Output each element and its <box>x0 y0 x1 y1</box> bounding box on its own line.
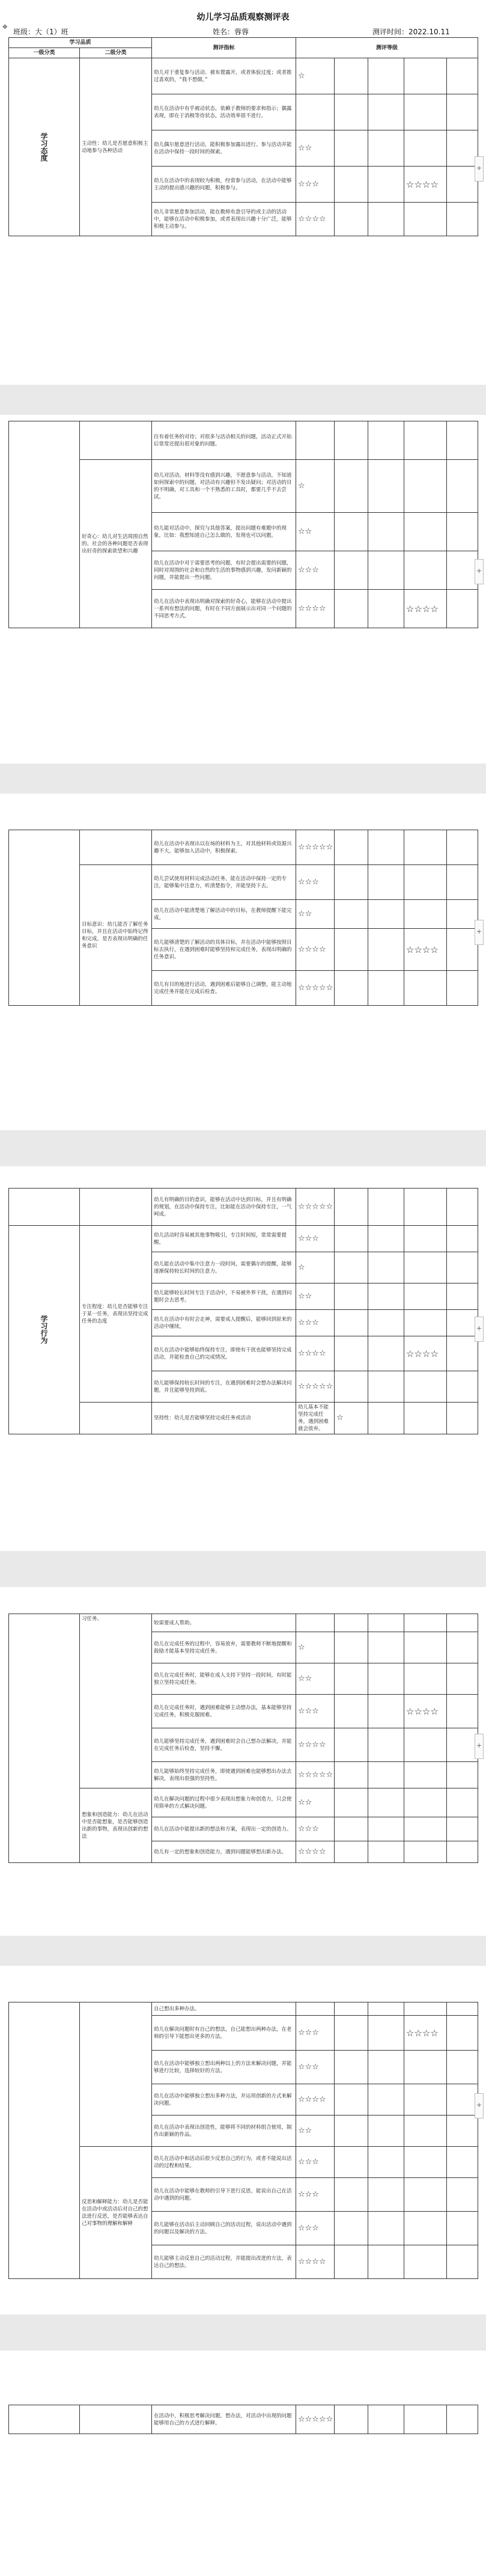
indicator-cell: 往有着任务的对待；对很多与活动相关的问题，活动正式开始后常常还提出很对象的问题。 <box>152 421 296 460</box>
indicator-cell: 幼儿能够主动反思自己的活动过程，并能提出改进的方法，表达自己的想法。 <box>152 2245 296 2279</box>
evaluation-table-page-7 <box>8 2405 478 2434</box>
indicator-cell: 幼儿有目的地进行活动，遇到困难后能够自己调整，能主动地完成任务并能在完成后检查。 <box>152 971 296 1006</box>
indicator-cell: 幼儿在完成任务时，遇到困难能够主动想办法，基本能够坚持完成任务，积极克服困难。 <box>152 1695 296 1728</box>
indicator-cell: 幼儿对于重复参与活动、被布置露开，或者体验过度；或者推过喜欢的，“我不想做。” <box>152 58 296 94</box>
add-row-button[interactable]: + <box>475 1317 484 1342</box>
indicator-cell: 幼儿在活动中能够独立想出两种以上的方法来解决问题，并能够进行比较，选择较好的方法。 <box>152 2051 296 2084</box>
indicator-cell: 幼儿在活动中有乎被动状态，依赖于教师的要求和指示；偶露表现，即在于消极等待状态，活动效率很不进行。 <box>152 94 296 130</box>
star-rating: ☆ <box>296 58 335 94</box>
section-attitude: 学 习 态 度 <box>9 58 80 236</box>
indicator-cell: 幼儿在活动中表现出明确对探索的好奇心，能够在活动中提出一系列有想法的问题，有时在不同方面展示出对同一个问题的不同思考方式。 <box>152 590 296 628</box>
star-rating: ☆☆☆ <box>296 1226 335 1252</box>
star-rating: ☆☆☆ <box>296 1310 335 1336</box>
indicator-cell: 幼儿在完成任务时，能够在成人支持下坚持一段时间，有时能独立坚持完成任务。 <box>152 1663 296 1695</box>
star-rating: ☆☆ <box>296 2116 335 2147</box>
star-rating: ☆☆☆☆ <box>296 2084 335 2116</box>
indicator-cell: 幼儿能够清楚的了解活动的具体目标，并在活动中能够按照目标去执行，在遇到困难时能够坚持和完成任务，表现出明确的任务意识。 <box>152 929 296 971</box>
evaluation-table-page-2 <box>8 421 478 628</box>
indicator-cell: 较需要成人帮助。 <box>152 1614 296 1632</box>
document-page-1 <box>0 0 486 385</box>
star-rating: ☆ <box>296 460 335 513</box>
indicator-cell: 幼儿能够保持较长时间的专注，在遇到困难时会想办法解决问题，并且能够坚持到底。 <box>152 1371 296 1403</box>
star-rating: ☆☆☆☆ <box>296 1841 335 1863</box>
star-rating: ☆ <box>296 1252 335 1283</box>
document-page-7 <box>0 2351 486 2576</box>
evaluation-table-page-4 <box>8 1188 478 1434</box>
indicator-cell: 幼儿在活动中表现出以在场的材料为主，对其他材料或资源兴趣不大，能够加入活动中，积极探索。 <box>152 830 296 865</box>
indicator-cell: 幼儿在活动中能清楚地了解活动中的目标，在教师提醒下能完成。 <box>152 900 296 929</box>
indicator-cell: 幼儿在解决问题时有自己的想法，自己能想出两种办法，在老师的引导下能想出更多的方法。 <box>152 2016 296 2051</box>
second-level-cell: 好奇心：幼儿对生活周围自然的、社会的各种问题是否表现出好奇的探索欲望和兴趣 <box>80 460 152 628</box>
header-first-level: 一级分类 <box>9 48 80 58</box>
move-icon[interactable]: ✥ <box>2 24 8 31</box>
indicator-cell: 幼儿能在活动中集中注意力一段时间，需要偶尔的提醒，能够逐渐保持较长时间的注意力。 <box>152 1252 296 1283</box>
indicator-cell: 自己想出多种办法。 <box>152 2002 296 2016</box>
star-rating: ☆☆☆☆☆ <box>296 1371 335 1403</box>
add-row-button[interactable]: + <box>475 2093 484 2119</box>
star-rating: ☆☆☆☆☆ <box>296 1189 335 1226</box>
star-rating: ☆☆☆☆ <box>296 929 335 971</box>
star-rating: ☆☆ <box>296 130 335 167</box>
add-row-button[interactable]: + <box>475 1734 484 1759</box>
star-rating: ☆☆☆☆ <box>296 203 335 236</box>
indicator-cell: 幼儿能对活动中，探究与其他答案，提出问题有难题中的现象，比如：我想知道自己怎么做的，发现也可以问题。 <box>152 513 296 551</box>
star-rating: ☆☆☆ <box>296 2016 335 2051</box>
star-rating: ☆☆☆ <box>296 2051 335 2084</box>
second-level-cell: 主动性：幼儿是否愿意积极主动地参与各种活动 <box>80 58 152 236</box>
indicator-cell: 幼儿在活动中能够在教师的引导下进行反思，能说出自己在活动中遇到的问题。 <box>152 2178 296 2212</box>
indicator-cell: 幼儿基本不能坚持完成任务，遇到困难就会放弃。 <box>296 1403 335 1434</box>
star-rating-teacher: ☆☆☆☆ <box>404 167 447 203</box>
star-rating: ☆ <box>335 1403 368 1434</box>
star-rating-teacher: ☆☆☆☆ <box>404 1695 447 1728</box>
document-page-5 <box>0 1587 486 1936</box>
name-label: 姓名：蓉蓉 <box>213 28 249 36</box>
indicator-cell: 幼儿在活动中能够始终保持专注，即使有干扰也能够坚持完成活动，并能检查自己的完成情况。 <box>152 1336 296 1371</box>
second-level-cell: 想象和创造能力：幼儿在活动中是否能想象，是否能够创造出新的事物，表现出创新的想法 <box>80 1788 152 1863</box>
star-rating: ☆☆☆ <box>296 167 335 203</box>
star-rating: ☆☆☆ <box>296 2212 335 2245</box>
star-rating: ☆☆☆ <box>296 2178 335 2212</box>
evaluation-table-page-6 <box>8 2002 478 2279</box>
star-rating: ☆☆☆☆☆ <box>296 1762 335 1788</box>
star-rating-teacher: ☆☆☆☆ <box>404 1336 447 1371</box>
second-level-cell: 坚持性：幼儿是否能够坚持完成任务或活动 <box>152 1403 296 1434</box>
star-rating: ☆☆ <box>296 513 335 551</box>
star-rating: ☆☆☆☆ <box>296 590 335 628</box>
second-level-cell: 习任务。 <box>80 1614 152 1788</box>
star-rating: ☆☆ <box>296 1788 335 1817</box>
indicator-cell: 幼儿在活动中有时会走神，需要成人提醒后，能够回到原来的活动中继续。 <box>152 1310 296 1336</box>
indicator-cell: 幼儿偶尔愿意进行活动，能积极参加露出进行。参与活动并能在活动中保持一段时间的探索。 <box>152 130 296 167</box>
star-rating-teacher: ☆☆☆☆ <box>404 2016 447 2051</box>
star-rating: ☆☆☆ <box>296 2147 335 2178</box>
indicator-cell: 幼儿在活动中的表现较为积极，经常参与活动，在活动中能够主动的提出感兴趣的问题，积极参与。 <box>152 167 296 203</box>
star-rating-teacher: ☆☆☆☆ <box>404 929 447 971</box>
star-rating: ☆☆☆☆☆ <box>296 971 335 1006</box>
indicator-cell: 幼儿能够较长时间专注于活动中，不易被外界干扰，在遇到问题时会去思考。 <box>152 1283 296 1310</box>
indicator-cell: 幼儿对活动，材料等没有感到兴趣，不愿意参与活动，不知道如何探索中的问题，对活动有兴趣但不发出疑问；对活动的目的不明确，对工具和一个不熟悉的工具时，都要几乎不去尝试。 <box>152 460 296 513</box>
indicator-cell: 幼儿在完成任务的过程中，容易放弃，需要教师不断地提醒和鼓励才能基本坚持完成任务。 <box>152 1632 296 1663</box>
second-level-cell: 反思和解释能力：幼儿是否能在活动中或活动后对自己的想法进行反思，是否能够表达自己对事物的理解和解释 <box>80 2147 152 2279</box>
header-second-level: 二级分类 <box>80 48 152 58</box>
star-rating: ☆☆ <box>296 900 335 929</box>
indicator-cell: 幼儿在活动中和活动后很少反思自己的行为，或者不能说出活动的过程和结果。 <box>152 2147 296 2178</box>
star-rating: ☆☆☆ <box>296 1817 335 1841</box>
indicator-cell: 幼儿能够始终坚持完成任务，即使遇到困难也能够想出办法去解决，表现出很强的坚持性。 <box>152 1762 296 1788</box>
indicator-cell: 幼儿在活动中表现出创造性，能够将不同的材料组合使用，制作出新颖的作品。 <box>152 2116 296 2147</box>
star-rating: ☆☆☆☆☆ <box>296 830 335 865</box>
add-row-button[interactable]: + <box>475 156 484 182</box>
indicator-cell: 幼儿能够在活动后主动回顾自己的活动过程，说出活动中遇到的问题以及解决的方法。 <box>152 2212 296 2245</box>
star-rating: ☆☆☆☆ <box>296 2245 335 2279</box>
evaluation-table-page-1 <box>8 37 478 236</box>
header-grade: 测评等级 <box>296 38 478 58</box>
star-rating <box>296 94 335 130</box>
star-rating: ☆☆☆☆ <box>296 1728 335 1762</box>
star-rating-teacher: ☆☆☆☆ <box>404 590 447 628</box>
evaluation-table-page-5 <box>8 1614 478 1863</box>
indicator-cell: 幼儿非常愿意参加活动，能在教师有意引导的或主动的活动中，能够在活动中积极参加，或者表现出兴趣十分广泛，能够积极主动参与。 <box>152 203 296 236</box>
star-rating: ☆☆☆☆☆ <box>296 2405 335 2434</box>
indicator-cell: 幼儿在解决问题的过程中很少表现出想象力和创造力，只会使用简单的方式解决问题。 <box>152 1788 296 1817</box>
star-rating: ☆☆☆ <box>296 865 335 900</box>
indicator-cell: 幼儿在活动中能提出新的想法和方案，表现出一定的创造力。 <box>152 1817 296 1841</box>
document-page-2 <box>0 415 486 763</box>
star-rating: ☆☆☆ <box>296 551 335 590</box>
date-label: 测评时间：2022.10.11 <box>372 28 450 36</box>
star-rating: ☆☆ <box>296 1663 335 1695</box>
indicator-cell: 幼儿在活动中对于需要思考的问题，有时会提出需要的问题，同时对周围的社会和自然的生活的事物感到兴趣，发问新颖的问题，并能提出一些问题。 <box>152 551 296 590</box>
second-level-cell: 专注程度：幼儿是否能够专注于某一任务，表现出坚持完成任务的态度 <box>80 1226 152 1403</box>
star-rating: ☆☆ <box>296 1283 335 1310</box>
evaluation-table-page-3 <box>8 830 478 1006</box>
add-row-button[interactable]: + <box>475 559 484 584</box>
document-page-4 <box>0 1166 486 1551</box>
add-row-button[interactable]: + <box>475 920 484 945</box>
class-label: 班级：大（1）班 <box>13 28 68 36</box>
indicator-cell: 幼儿有明确的目的意识，能够在活动中达到目标，并且有明确的规划，在活动中保持专注，比如能在活动中保持专注，一气呵成。 <box>152 1189 296 1226</box>
star-rating: ☆☆☆☆ <box>296 1336 335 1371</box>
indicator-cell: 幼儿有一定的想象和创造能力，遇到问题能够想出新办法。 <box>152 1841 296 1863</box>
indicator-cell: 幼儿活动时容易被其他事物吸引，专注时间短，常常需要提醒。 <box>152 1226 296 1252</box>
indicator-cell: 幼儿在活动中能够独立想出多种方法，并运用创新的方式来解决问题。 <box>152 2084 296 2116</box>
document-page-3 <box>0 794 486 1130</box>
indicator-cell: 在活动中，积极思考解决问题，想办法，对活动中出现的问题能够用自己的方式进行解释。 <box>152 2405 296 2434</box>
document-title: 幼儿学习品质观察测评表 <box>196 13 290 22</box>
section-behavior: 学 习 行 为 <box>9 1226 80 1434</box>
header-learning-quality: 学习品质 <box>9 38 152 48</box>
indicator-cell: 幼儿能够坚持完成任务，遇到困难时会自己想办法解决，并能在完成任务后检查，坚持不懈。 <box>152 1728 296 1762</box>
document-page-6 <box>0 1966 486 2314</box>
second-level-cell: 目标意识：幼儿能否了解任务目标，并且在活动中始终记得和完成，是否表现出明确的任务意识 <box>80 865 152 1006</box>
star-rating: ☆☆☆ <box>296 1695 335 1728</box>
header-indicator: 测评指标 <box>152 38 296 58</box>
star-rating: ☆ <box>296 1632 335 1663</box>
indicator-cell: 幼儿尝试使用材料完成活动任务，能在活动中保持一定的专注，能够集中注意力，听清楚指令，并能坚持下去。 <box>152 865 296 900</box>
